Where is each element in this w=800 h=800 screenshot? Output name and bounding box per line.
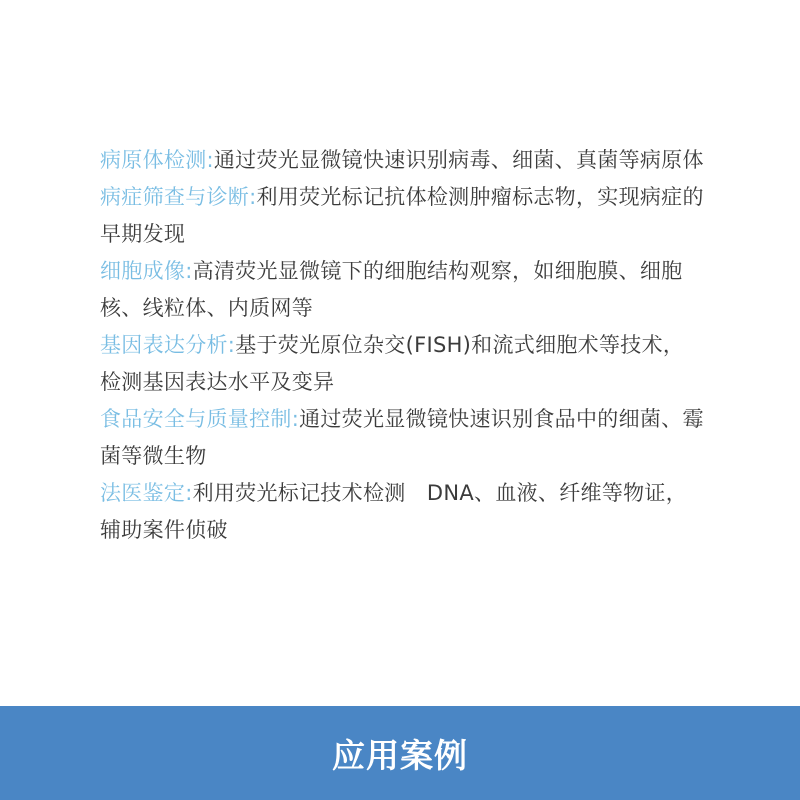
- list-item-disease-screening: [100, 179, 705, 253]
- item-term: 病症筛查与诊断:: [100, 185, 257, 209]
- footer-banner: [0, 706, 800, 800]
- item-description: 通过荧光显微镜快速识别食品中的细菌、霉菌等微生物: [100, 407, 704, 468]
- list-item-gene-expression: [100, 327, 705, 401]
- item-description: 高清荧光显微镜下的细胞结构观察，如细胞膜、细胞核、线粒体、内质网等: [100, 259, 683, 320]
- list-item-cell-imaging: [100, 253, 705, 327]
- item-term: 基因表达分析:: [100, 333, 236, 357]
- item-term: 细胞成像:: [100, 259, 193, 283]
- item-term: 食品安全与质量控制:: [100, 407, 300, 431]
- item-term: 法医鉴定:: [100, 481, 193, 505]
- list-item-pathogen-detection: [100, 142, 705, 179]
- list-item-food-safety: [100, 401, 705, 475]
- application-list: [100, 142, 705, 549]
- item-description: 通过荧光显微镜快速识别病毒、细菌、真菌等病原体: [213, 148, 704, 172]
- list-item-forensics: [100, 475, 705, 549]
- item-description: 基于荧光原位杂交(FISH)和流式细胞术等技术，检测基因表达水平及变异: [100, 333, 685, 394]
- item-term: 病原体检测:: [100, 148, 214, 172]
- item-description: 利用荧光标记抗体检测肿瘤标志物，实现病症的早期发现: [100, 185, 704, 246]
- footer-title: 应用案例: [332, 735, 468, 775]
- item-description: 利用荧光标记技术检测 DNA、血液、纤维等物证，辅助案件侦破: [100, 481, 688, 542]
